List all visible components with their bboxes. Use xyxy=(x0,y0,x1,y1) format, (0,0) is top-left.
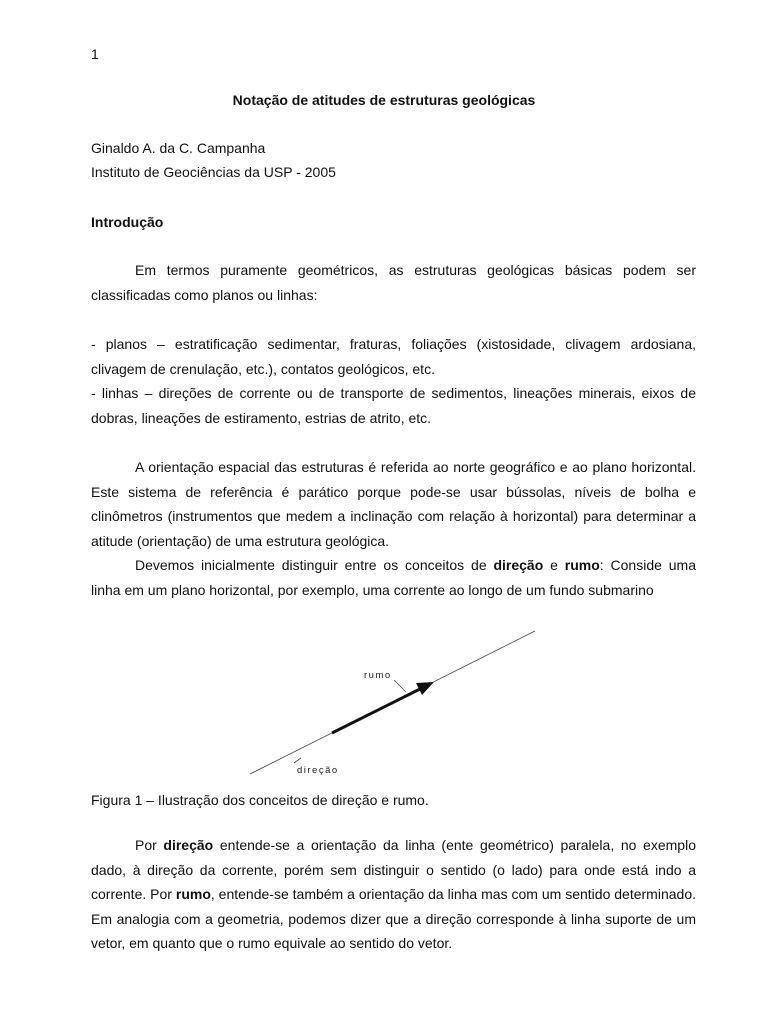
paragraph-text xyxy=(91,833,696,956)
figure-caption: Figura 1 – Ilustração dos conceitos de direção e rumo. xyxy=(91,792,429,808)
rumo-leader-line xyxy=(394,680,406,692)
figure-direction-vector xyxy=(240,622,550,782)
paragraph-definitions xyxy=(91,833,696,956)
author-affiliation: Instituto de Geociências da USP - 2005 xyxy=(91,164,336,180)
paragraph-text: Em termos puramente geométricos, as estruturas geológicas básicas podem ser classificadas como planos ou linhas: xyxy=(91,262,696,303)
author-name: Ginaldo A. da C. Campanha xyxy=(91,140,266,156)
text-run: entende-se a orientação da linha (ente geométrico) paralela, no exemplo dado, à direção da corrente, porém sem distinguir o sentido (o lado) para onde está indo a corrente. Por xyxy=(91,837,696,902)
figure-drawing xyxy=(240,622,550,782)
term-direcao: direção xyxy=(163,837,214,853)
paragraph-text: A orientação espacial das estruturas é referida ao norte geográfico e ao plano horizontal. Este sistema de referência é parático porque pode-se usar bússolas, níveis de bolha e clinômetros (instrumentos que medem a inclinação com relação à horizontal) para determinar a atitude (orientação) de uma estrutura geológica. xyxy=(91,459,696,549)
paragraph-orientation xyxy=(91,455,696,553)
text-run: Por xyxy=(135,837,164,853)
list-item-planos xyxy=(91,332,696,381)
direcao-leader-line xyxy=(294,758,301,763)
page-number: 1 xyxy=(91,46,99,62)
section-heading: Introdução xyxy=(91,214,164,230)
rumo-label: rumo xyxy=(364,670,392,681)
term-rumo: rumo xyxy=(175,886,211,902)
direcao-label: direção xyxy=(297,765,339,776)
vector-shaft xyxy=(332,688,422,733)
term-rumo: rumo xyxy=(564,557,600,573)
list-item-text: - planos – estratificação sedimentar, fraturas, foliações (xistosidade, clivagem ardosiana, clivagem de crenulação, etc.), contatos geológicos, etc. xyxy=(91,336,696,377)
list-item-linhas xyxy=(91,381,696,430)
paragraph-text xyxy=(91,553,696,602)
term-direcao: direção xyxy=(493,557,544,573)
text-run: : Conside uma linha em um plano horizontal, por exemplo, uma corrente ao longo de um fundo submarino xyxy=(91,557,696,598)
text-run: , entende-se também a orientação da linha mas com um sentido determinado. Em analogia com a geometria, podemos dizer que a direção corresponde à linha suporte de um vetor, em quanto que o rumo equivale ao sentido do vetor. xyxy=(91,886,696,951)
list-item-text: - linhas – direções de corrente ou de transporte de sedimentos, lineações minerais, eixos de dobras, lineações de estiramento, estrias de atrito, etc. xyxy=(91,385,696,426)
text-run: Devemos inicialmente distinguir entre os conceitos de xyxy=(135,557,494,573)
text-run: e xyxy=(543,557,565,573)
document-title: Notação de atitudes de estruturas geológicas xyxy=(232,92,536,108)
paragraph-intro xyxy=(91,258,696,307)
paragraph-concepts xyxy=(91,553,696,602)
